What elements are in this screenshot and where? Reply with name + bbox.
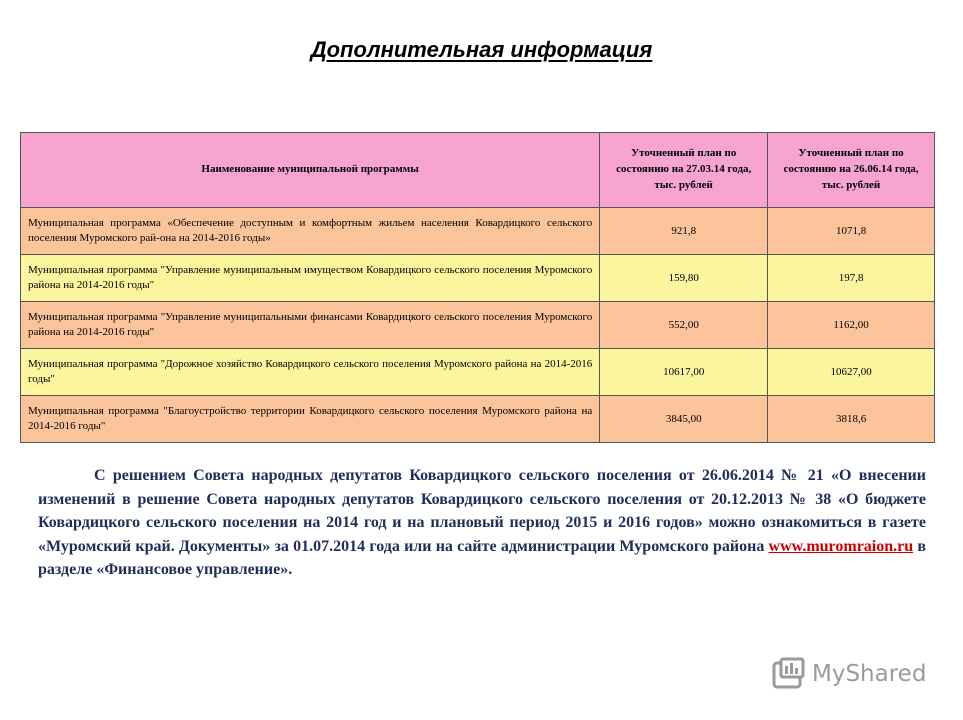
header-plan-27-03: Уточненный план по состоянию на 27.03.14 года, тыс. рублей: [600, 133, 768, 208]
programs-table: [20, 132, 935, 443]
plan1-cell: 552,00: [600, 302, 768, 349]
note-text-after: в разделе «Финансовое управление».: [38, 537, 926, 578]
myshared-logo-icon: [772, 657, 806, 691]
note-text-before: С решением Совета народных депутатов Ковардицкого сельского поселения от 26.06.2014 № 21 «О внесении изменений в решение Совета народных депутатов Ковардицкого сельского поселения от 20.12.2013 № 38 «О бюджете Ковардицкого сельского поселения на 2014 год и на плановый период 2015 и 2016 годов» можно ознакомиться в газете «Муромский край. Документы» за 01.07.2014 года или на сайте администрации Муромского района: [38, 467, 926, 555]
program-name-cell: Муниципальная программа "Дорожное хозяйство Ковардицкого сельского поселения Муромского района на 2014-2016 годы": [21, 349, 600, 396]
plan2-cell: 1162,00: [768, 302, 935, 349]
muromraion-link[interactable]: www.muromraion.ru: [768, 537, 914, 555]
plan2-cell: 10627,00: [768, 349, 935, 396]
table-row: [21, 208, 935, 255]
myshared-watermark: [772, 657, 926, 691]
plan2-cell: 3818,6: [768, 396, 935, 443]
decision-note: [38, 464, 926, 582]
plan1-cell: 921,8: [600, 208, 768, 255]
program-name-cell: Муниципальная программа «Обеспечение доступным и комфортным жильем населения Ковардицкого сельского поселения Муромского рай-она на 2014-2016 годы»: [21, 208, 600, 255]
header-program-name: Наименование муниципальной программы: [21, 133, 600, 208]
plan2-cell: 1071,8: [768, 208, 935, 255]
watermark-text: MyShared: [812, 661, 927, 687]
table-row: [21, 302, 935, 349]
page-title-text: Дополнительная информация: [310, 37, 653, 62]
table-header-row: [21, 133, 935, 208]
plan1-cell: 159,80: [600, 255, 768, 302]
program-name-cell: Муниципальная программа "Управление муниципальными финансами Ковардицкого сельского поселения Муромского района на 2014-2016 годы": [21, 302, 600, 349]
table-row: [21, 349, 935, 396]
program-name-cell: Муниципальная программа "Управление муниципальным имуществом Ковардицкого сельского поселения Муромского района на 2014-2016 годы": [21, 255, 600, 302]
plan2-cell: 197,8: [768, 255, 935, 302]
page-title: [0, 37, 963, 63]
header-plan-26-06: Уточненный план по состоянию на 26.06.14 года, тыс. рублей: [768, 133, 935, 208]
table-row: [21, 255, 935, 302]
plan1-cell: 10617,00: [600, 349, 768, 396]
program-name-cell: Муниципальная программа "Благоустройство территории Ковардицкого сельского поселения Муромского района на 2014-2016 годы": [21, 396, 600, 443]
table-row: [21, 396, 935, 443]
plan1-cell: 3845,00: [600, 396, 768, 443]
